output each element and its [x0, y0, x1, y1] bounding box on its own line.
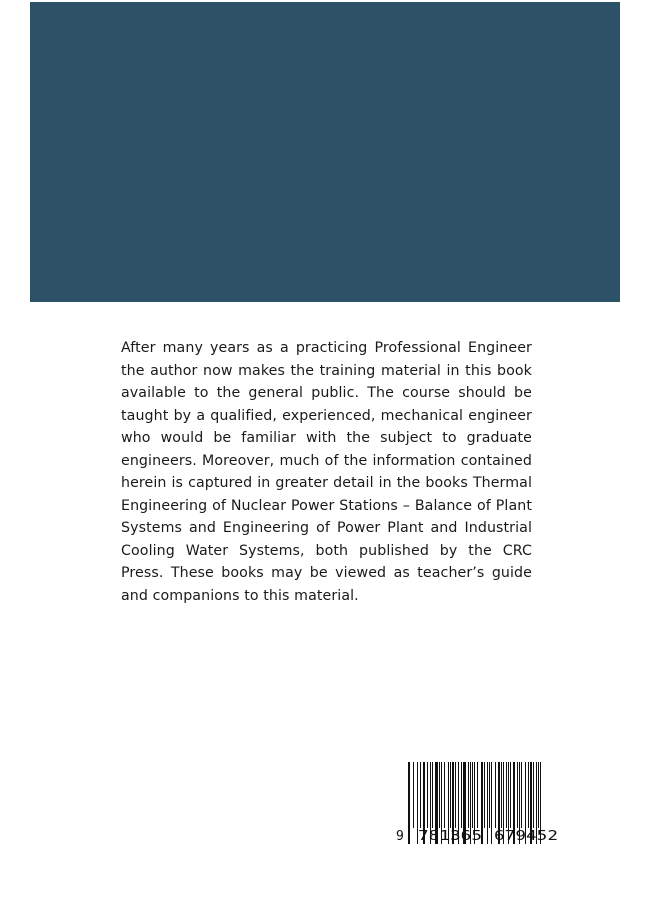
barcode-bar	[538, 762, 539, 828]
barcode-bar	[528, 762, 529, 828]
barcode-bar	[461, 762, 462, 828]
barcode-bar	[444, 762, 445, 828]
barcode-bar	[484, 762, 485, 828]
cover-color-band	[30, 2, 620, 302]
barcode-bar	[413, 762, 414, 828]
barcode-bar	[495, 762, 496, 828]
barcode-bar	[517, 762, 518, 828]
barcode-bar	[450, 762, 451, 828]
barcode-bar	[489, 762, 490, 828]
barcode-bar	[432, 762, 433, 828]
barcode-bar	[487, 762, 488, 844]
barcode-bar	[506, 762, 507, 828]
barcode-bar	[420, 762, 421, 828]
back-cover-blurb: After many years as a practicing Professional Engineer the author now makes the training material in this book available to the general public. The course should be taught by a qualified, experienced, mechanical engineer who would be familiar with the subject to graduate engineers. Moreover, much of the information contained herein is captured in greater detail in the books Thermal Engineering of Nuclear Power Stations – Balance of Plant Systems and Engineering of Power Plant and Industrial Cooling Water Systems, both published by the CRC Press. These books may be viewed as teacher’s guide and companions to this material.	[121, 340, 532, 604]
barcode-bar	[521, 762, 522, 828]
barcode-right-digits: 679452	[494, 829, 558, 844]
isbn-barcode	[396, 760, 571, 846]
barcode-bar	[427, 762, 428, 828]
barcode-bar	[408, 762, 410, 844]
barcode-prefix-digit: 9	[396, 829, 404, 844]
barcode-bar	[533, 762, 534, 828]
barcode-bar	[491, 762, 492, 844]
barcode-left-digits: 781365	[418, 829, 482, 844]
barcode-bar	[439, 762, 440, 828]
barcode-bar	[455, 762, 456, 828]
barcode-graphic	[396, 760, 571, 846]
barcode-bar	[468, 762, 469, 828]
barcode-bar	[510, 762, 511, 828]
barcode-bar	[501, 762, 502, 828]
barcode-bar	[472, 762, 473, 828]
barcode-bar	[477, 762, 478, 828]
